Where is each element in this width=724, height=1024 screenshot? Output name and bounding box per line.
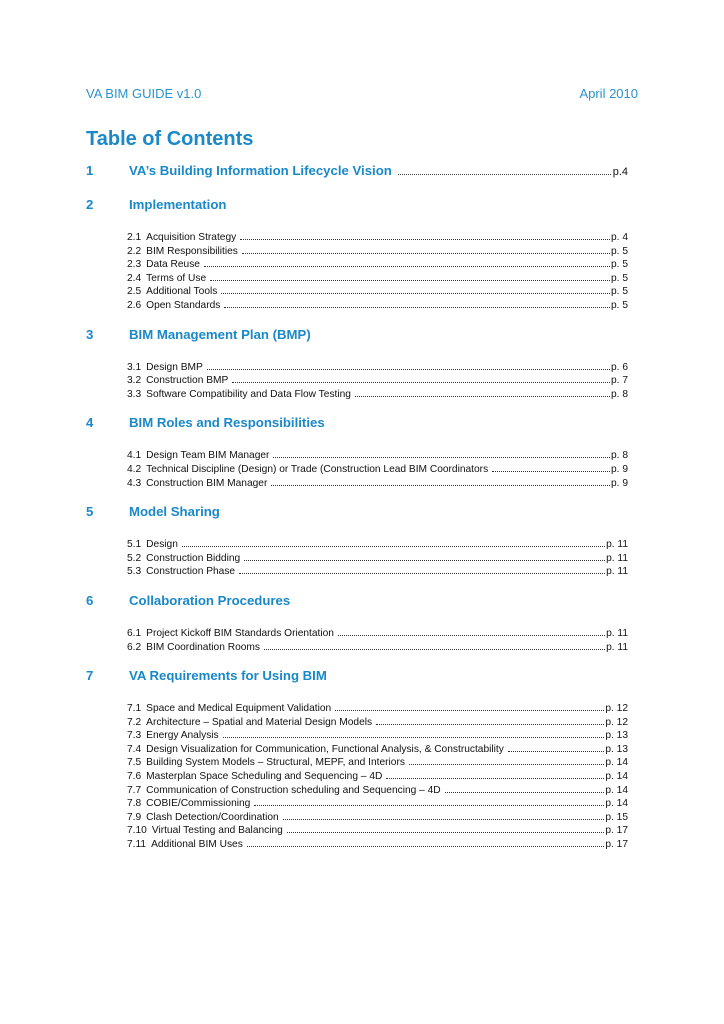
entry-title: Additional Tools bbox=[146, 286, 218, 298]
toc-section-2 bbox=[86, 197, 628, 313]
dot-leader bbox=[242, 252, 610, 254]
entry-page: p. 8 bbox=[611, 450, 628, 462]
dot-leader bbox=[338, 634, 605, 636]
entry-title: Design Visualization for Communication, Functional Analysis, & Constructability bbox=[146, 743, 504, 755]
section-number: 1 bbox=[86, 163, 94, 178]
entry-page: p. 9 bbox=[611, 463, 628, 475]
entry-number: 4.3 bbox=[127, 477, 142, 489]
dot-leader bbox=[335, 709, 604, 711]
toc-entry[interactable] bbox=[127, 716, 628, 730]
entry-page: p. 11 bbox=[606, 566, 628, 578]
section-heading[interactable] bbox=[86, 593, 628, 613]
section-title: Model Sharing bbox=[129, 504, 220, 520]
entry-title: Space and Medical Equipment Validation bbox=[146, 703, 332, 715]
section-heading[interactable] bbox=[86, 327, 628, 347]
entry-number: 5.2 bbox=[127, 552, 142, 564]
entry-title: Construction Bidding bbox=[146, 552, 241, 564]
dot-leader bbox=[210, 279, 610, 281]
dot-leader bbox=[224, 306, 610, 308]
toc-entry[interactable] bbox=[127, 702, 628, 716]
dot-leader bbox=[283, 818, 605, 820]
toc-section-5 bbox=[86, 504, 628, 579]
dot-leader bbox=[409, 763, 604, 765]
section-heading[interactable] bbox=[86, 668, 628, 688]
entry-number: 7.5 bbox=[127, 757, 142, 769]
entry-number: 3.1 bbox=[127, 361, 142, 373]
entry-number: 7.9 bbox=[127, 811, 142, 823]
toc-entry[interactable] bbox=[127, 552, 628, 566]
section-title: VA Requirements for Using BIM bbox=[129, 668, 327, 684]
toc-entry[interactable] bbox=[127, 272, 628, 286]
entry-page: p. 12 bbox=[605, 703, 628, 715]
section-page: p.4 bbox=[612, 166, 628, 178]
entry-page: p. 15 bbox=[605, 811, 628, 823]
entry-number: 2.3 bbox=[127, 259, 142, 271]
entry-title: Energy Analysis bbox=[146, 730, 219, 742]
toc-entry[interactable] bbox=[127, 374, 628, 388]
entry-title: Design Team BIM Manager bbox=[146, 450, 270, 462]
entry-number: 7.4 bbox=[127, 743, 142, 755]
toc-entry[interactable] bbox=[127, 258, 628, 272]
entry-page: p. 17 bbox=[605, 825, 628, 837]
toc-entry[interactable] bbox=[127, 477, 628, 491]
dot-leader bbox=[244, 559, 605, 561]
toc-entry[interactable] bbox=[127, 565, 628, 579]
entry-number: 7.1 bbox=[127, 703, 142, 715]
entry-number: 2.1 bbox=[127, 232, 142, 243]
entry-number: 3.3 bbox=[127, 388, 142, 400]
dot-leader bbox=[508, 750, 604, 752]
entry-number: 2.5 bbox=[127, 286, 142, 298]
dot-leader bbox=[240, 238, 610, 240]
page-header bbox=[86, 86, 638, 101]
section-title: BIM Management Plan (BMP) bbox=[129, 326, 311, 342]
dot-leader bbox=[221, 292, 610, 294]
toc-entry[interactable] bbox=[127, 627, 628, 641]
section-title: BIM Roles and Responsibilities bbox=[129, 415, 325, 431]
document-name: VA BIM GUIDE v1.0 bbox=[86, 86, 202, 101]
dot-leader bbox=[247, 845, 605, 847]
dot-leader bbox=[492, 470, 610, 472]
entry-number: 2.6 bbox=[127, 299, 142, 311]
entry-page: p. 6 bbox=[611, 361, 628, 373]
entry-title: Communication of Construction scheduling and Sequencing – 4D bbox=[146, 784, 441, 796]
subsection-list bbox=[127, 702, 628, 852]
section-title: Implementation bbox=[129, 197, 227, 212]
subsection-list bbox=[127, 361, 628, 402]
section-number: 7 bbox=[86, 668, 94, 684]
entry-page: p. 5 bbox=[611, 299, 628, 311]
entry-number: 4.1 bbox=[127, 450, 142, 462]
entry-page: p. 8 bbox=[611, 388, 628, 400]
entry-title: Virtual Testing and Balancing bbox=[151, 825, 283, 837]
entry-number: 7.6 bbox=[127, 771, 142, 783]
entry-page: p. 7 bbox=[611, 375, 628, 387]
dot-leader bbox=[182, 545, 605, 547]
toc-entry[interactable] bbox=[127, 299, 628, 313]
entry-page: p. 14 bbox=[605, 784, 628, 796]
toc-entry[interactable] bbox=[127, 756, 628, 770]
toc-entry[interactable] bbox=[127, 770, 628, 784]
entry-page: p. 14 bbox=[605, 798, 628, 810]
entry-number: 7.2 bbox=[127, 716, 142, 728]
toc-entry[interactable] bbox=[127, 797, 628, 811]
toc-entry[interactable] bbox=[127, 285, 628, 299]
section-number: 3 bbox=[86, 326, 94, 342]
toc-entry[interactable] bbox=[127, 729, 628, 743]
entry-title: Technical Discipline (Design) or Trade (Construction Lead BIM Coordinators bbox=[146, 463, 489, 475]
dot-leader bbox=[273, 456, 610, 458]
section-title: VA’s Building Information Lifecycle Vision bbox=[129, 163, 392, 178]
subsection-list bbox=[127, 627, 628, 654]
dot-leader bbox=[445, 791, 605, 793]
toc-section-1 bbox=[86, 163, 628, 183]
toc-section-6 bbox=[86, 593, 628, 654]
dot-leader bbox=[207, 368, 610, 370]
entry-number: 6.1 bbox=[127, 627, 142, 639]
entry-number: 2.4 bbox=[127, 272, 142, 284]
dot-leader bbox=[254, 804, 604, 806]
entry-page: p. 11 bbox=[606, 552, 628, 564]
subsection-list bbox=[127, 538, 628, 579]
toc-section-7 bbox=[86, 668, 628, 852]
entry-page: p. 12 bbox=[605, 716, 628, 728]
entry-page: p. 5 bbox=[611, 245, 628, 257]
entry-page: p. 11 bbox=[606, 539, 628, 551]
entry-title: Masterplan Space Scheduling and Sequencing – 4D bbox=[146, 771, 383, 783]
toc-entry[interactable] bbox=[127, 388, 628, 402]
entry-number: 5.3 bbox=[127, 566, 142, 578]
toc-title: Table of Contents bbox=[86, 128, 254, 150]
entry-number: 7.11 bbox=[127, 839, 147, 851]
section-heading[interactable] bbox=[86, 197, 628, 217]
entry-page: p. 13 bbox=[605, 730, 628, 742]
toc-entry[interactable] bbox=[127, 463, 628, 477]
entry-title: Additional BIM Uses bbox=[151, 839, 243, 851]
dot-leader bbox=[376, 723, 604, 725]
toc-entry[interactable] bbox=[127, 245, 628, 259]
entry-title: Open Standards bbox=[146, 299, 221, 311]
toc-entry[interactable] bbox=[127, 838, 628, 852]
dot-leader bbox=[386, 777, 604, 779]
entry-title: Design bbox=[146, 539, 178, 551]
entry-title: Architecture – Spatial and Material Design Models bbox=[146, 716, 373, 728]
entry-number: 4.2 bbox=[127, 463, 142, 475]
entry-page: p. 14 bbox=[605, 771, 628, 783]
entry-page: p. 11 bbox=[606, 627, 628, 639]
section-number: 6 bbox=[86, 592, 94, 608]
section-heading[interactable] bbox=[86, 163, 628, 183]
dot-leader bbox=[271, 484, 610, 486]
entry-page: p. 5 bbox=[611, 272, 628, 284]
entry-number: 7.8 bbox=[127, 798, 142, 810]
dot-leader bbox=[223, 736, 605, 738]
dot-leader bbox=[232, 381, 610, 383]
entry-title: Acquisition Strategy bbox=[146, 232, 237, 243]
toc-entry[interactable] bbox=[127, 538, 628, 552]
entry-title: Construction BIM Manager bbox=[146, 477, 268, 489]
entry-page: p. 11 bbox=[606, 641, 628, 653]
dot-leader bbox=[355, 395, 610, 397]
section-number: 4 bbox=[86, 415, 94, 431]
entry-number: 7.3 bbox=[127, 730, 142, 742]
dot-leader bbox=[287, 831, 604, 833]
toc-entry[interactable] bbox=[127, 231, 628, 245]
entry-title: BIM Responsibilities bbox=[146, 245, 238, 257]
entry-number: 3.2 bbox=[127, 375, 142, 387]
toc-entry[interactable] bbox=[127, 811, 628, 825]
entry-title: Building System Models – Structural, MEPF, and Interiors bbox=[146, 757, 405, 769]
entry-title: Construction Phase bbox=[146, 566, 236, 578]
toc-entry[interactable] bbox=[127, 361, 628, 375]
toc-section-4 bbox=[86, 415, 628, 490]
document-date: April 2010 bbox=[579, 86, 638, 101]
entry-page: p. 4 bbox=[611, 232, 628, 243]
entry-page: p. 5 bbox=[611, 286, 628, 298]
dot-leader bbox=[264, 648, 605, 650]
entry-page: p. 14 bbox=[605, 757, 628, 769]
entry-title: Project Kickoff BIM Standards Orientation bbox=[146, 627, 334, 639]
section-title: Collaboration Procedures bbox=[129, 592, 291, 608]
toc-entry[interactable] bbox=[127, 784, 628, 798]
entry-page: p. 9 bbox=[611, 477, 628, 489]
entry-title: Software Compatibility and Data Flow Testing bbox=[146, 388, 351, 400]
entry-number: 2.2 bbox=[127, 245, 142, 257]
entry-title: Data Reuse bbox=[146, 259, 200, 271]
section-number: 5 bbox=[86, 504, 94, 520]
toc-entry[interactable] bbox=[127, 449, 628, 463]
subsection-list bbox=[127, 449, 628, 490]
entry-number: 5.1 bbox=[127, 539, 142, 551]
dot-leader bbox=[239, 572, 605, 574]
section-heading[interactable] bbox=[86, 415, 628, 435]
entry-page: p. 17 bbox=[605, 839, 628, 851]
entry-title: Clash Detection/Coordination bbox=[146, 811, 279, 823]
table-of-contents bbox=[86, 163, 628, 866]
entry-title: BIM Coordination Rooms bbox=[146, 641, 260, 653]
entry-number: 6.2 bbox=[127, 641, 142, 653]
section-number: 2 bbox=[86, 197, 94, 212]
dot-leader bbox=[204, 265, 610, 267]
entry-title: COBIE/Commissioning bbox=[146, 798, 251, 810]
subsection-list bbox=[127, 231, 628, 313]
section-heading[interactable] bbox=[86, 504, 628, 524]
toc-entry[interactable] bbox=[127, 641, 628, 655]
entry-page: p. 5 bbox=[611, 259, 628, 271]
entry-number: 7.7 bbox=[127, 784, 142, 796]
entry-title: Design BMP bbox=[146, 361, 203, 373]
toc-entry[interactable] bbox=[127, 824, 628, 838]
entry-title: Terms of Use bbox=[146, 272, 207, 284]
dot-leader bbox=[398, 173, 611, 175]
entry-page: p. 13 bbox=[605, 743, 628, 755]
entry-number: 7.10 bbox=[127, 825, 147, 837]
toc-section-3 bbox=[86, 327, 628, 402]
toc-entry[interactable] bbox=[127, 743, 628, 757]
entry-title: Construction BMP bbox=[146, 375, 229, 387]
